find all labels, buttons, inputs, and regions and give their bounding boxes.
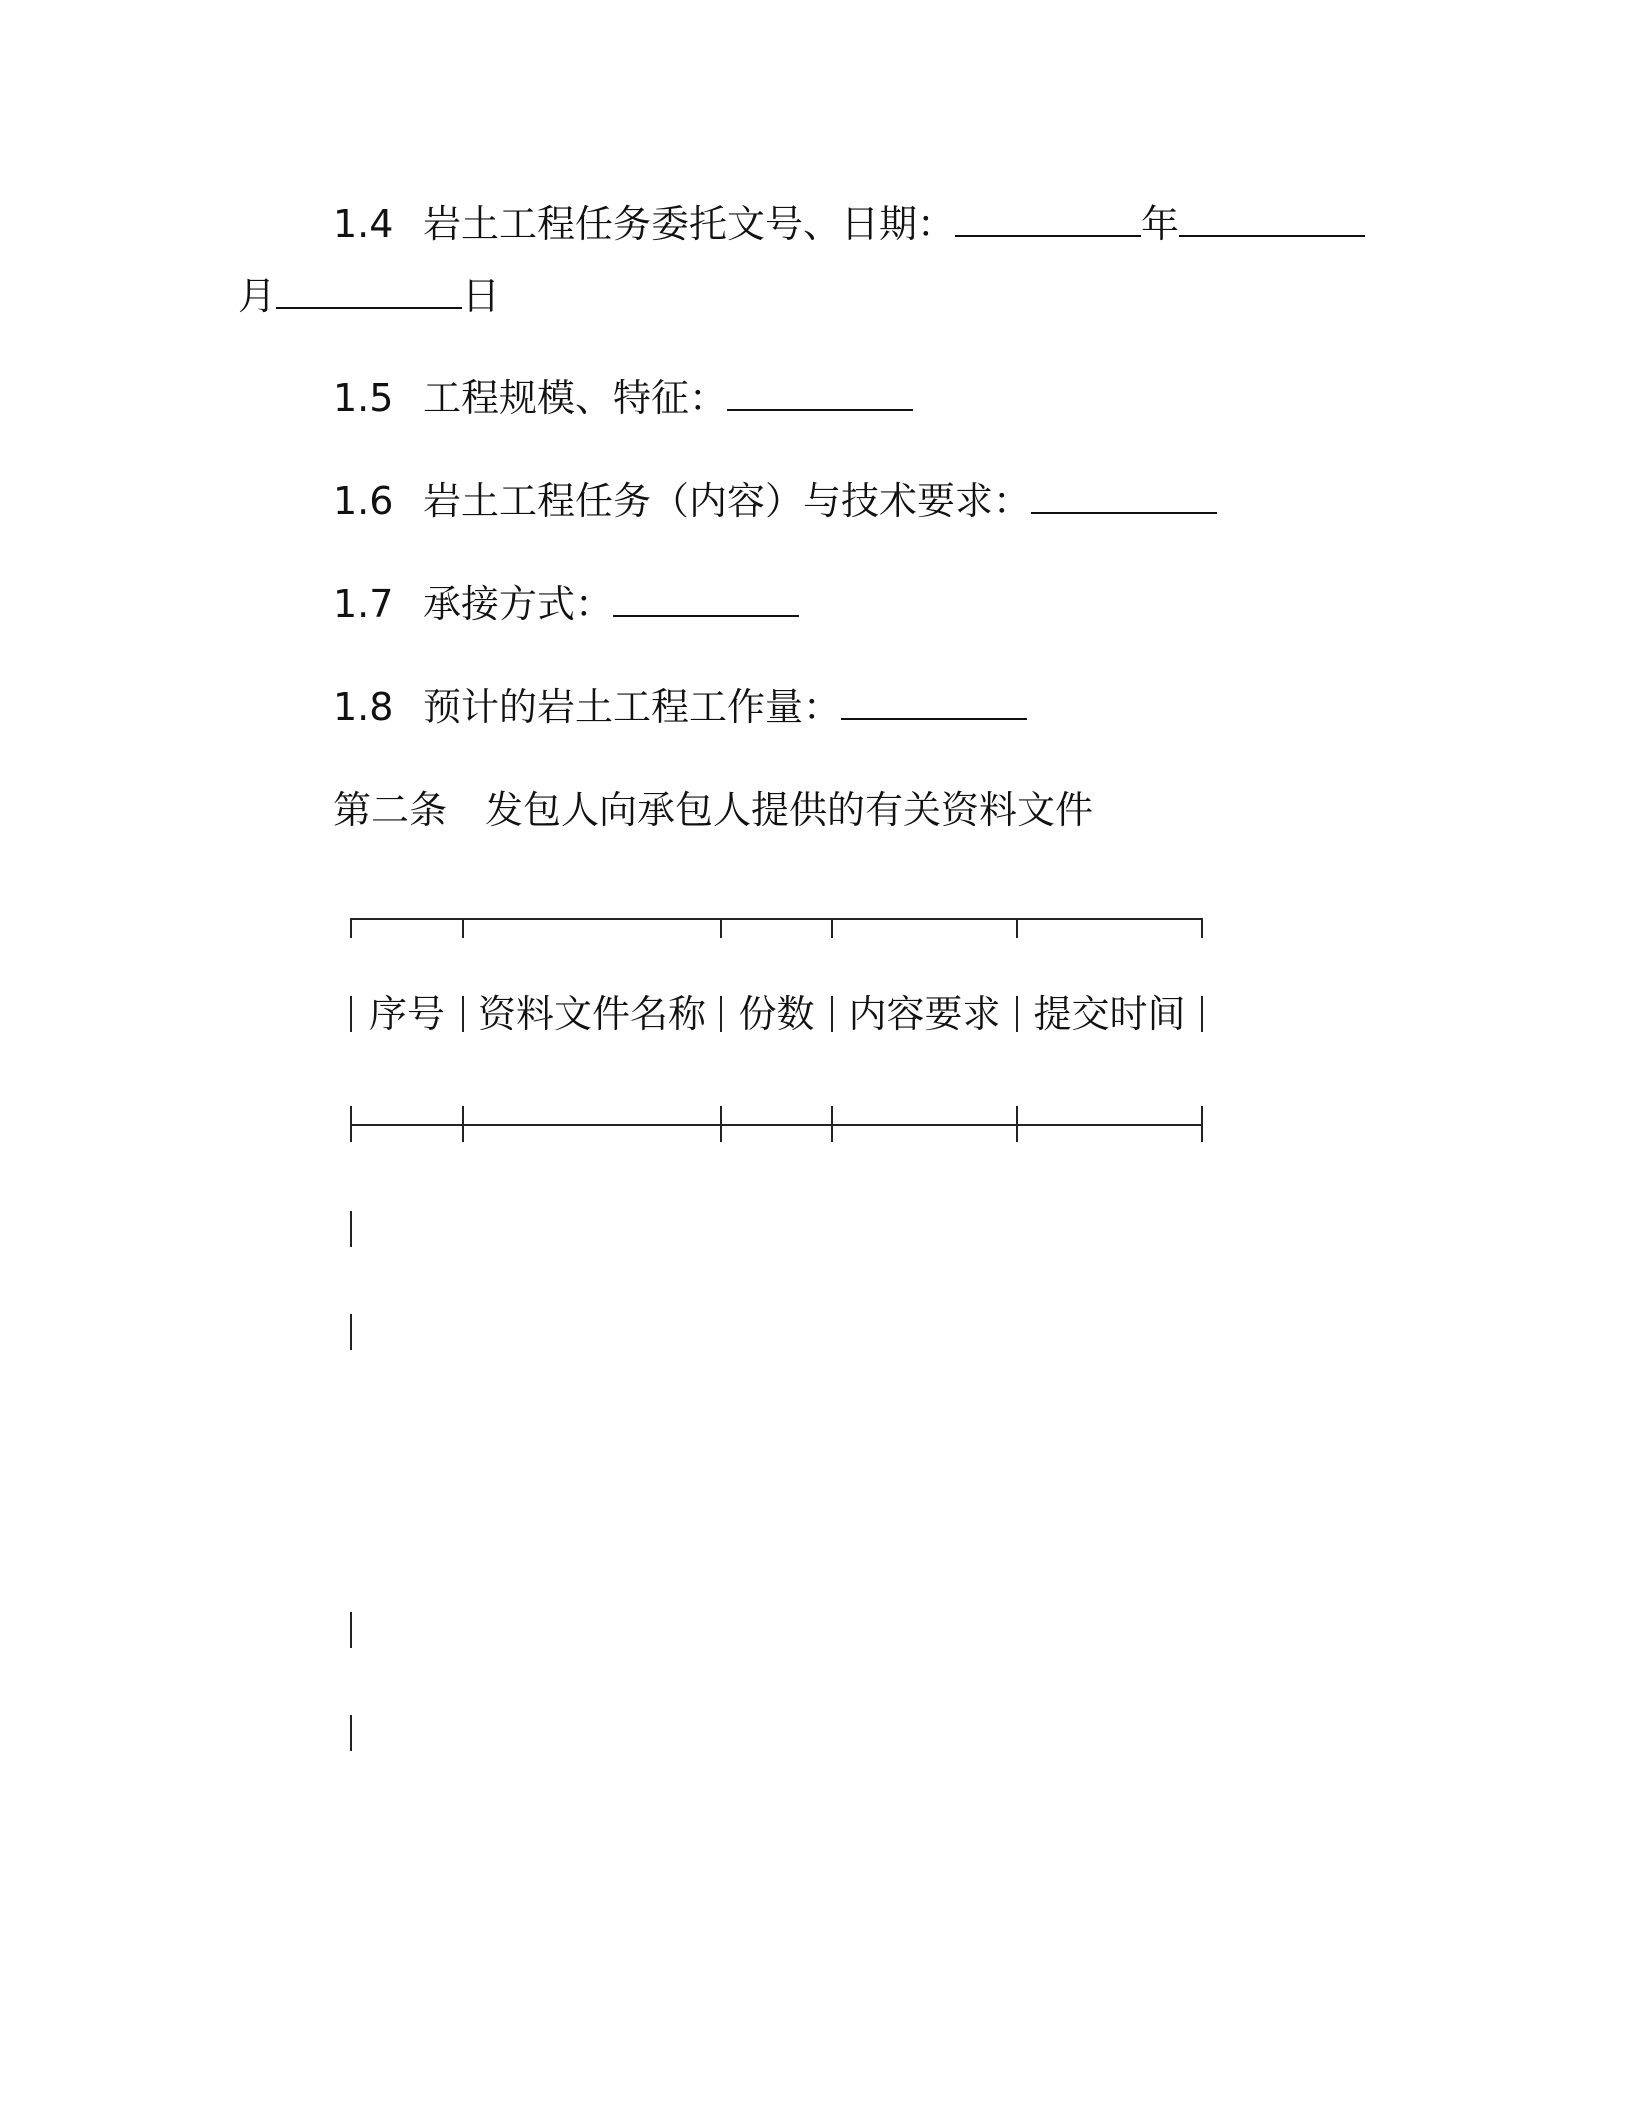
blank-field[interactable] xyxy=(276,277,462,309)
article-title: 发包人向承包人提供的有关资料文件 xyxy=(485,788,1094,832)
blank-field[interactable] xyxy=(955,205,1141,237)
table-body-left-border xyxy=(350,1314,352,1350)
year-label: 年 xyxy=(1141,202,1180,246)
blank-field[interactable] xyxy=(613,585,799,617)
table-top-tick xyxy=(831,918,833,938)
item-number: 1.8 xyxy=(333,685,394,729)
table-top-tick xyxy=(350,918,352,938)
table-header-divider xyxy=(1201,996,1203,1032)
table-body-left-border xyxy=(350,1211,352,1247)
table-cross-tick xyxy=(831,1106,833,1142)
table-top-border xyxy=(350,918,1202,920)
item-label: 承接方式： xyxy=(423,582,614,626)
table-cross-tick xyxy=(720,1106,722,1142)
table-cross-tick xyxy=(1016,1106,1018,1142)
item-number: 1.4 xyxy=(333,202,394,246)
table-cross-tick xyxy=(350,1106,352,1142)
table-header-cell: 资料文件名称 xyxy=(477,992,706,1036)
table-body-left-border xyxy=(350,1612,352,1648)
item-number: 1.6 xyxy=(333,479,394,523)
blank-field[interactable] xyxy=(1031,482,1217,514)
article-number: 第二条 xyxy=(333,788,448,832)
item-1-4 xyxy=(333,198,1365,250)
item-1-6 xyxy=(333,475,1217,527)
item-label: 工程规模、特征： xyxy=(423,376,728,420)
table-header-cell: 份数 xyxy=(738,992,815,1036)
table-top-tick xyxy=(462,918,464,938)
table-cross-tick xyxy=(1201,1106,1203,1142)
table-header-bottom-border xyxy=(350,1124,1202,1126)
item-1-5 xyxy=(333,372,913,424)
table-top-tick xyxy=(1201,918,1203,938)
blank-field[interactable] xyxy=(841,688,1027,720)
blank-field[interactable] xyxy=(727,379,913,411)
item-label: 预计的岩土工程工作量： xyxy=(423,685,842,729)
table-top-tick xyxy=(720,918,722,938)
article-2-heading xyxy=(333,784,1093,836)
table-header-cell: 内容要求 xyxy=(848,992,1001,1036)
table-cross-tick xyxy=(462,1106,464,1142)
item-1-8 xyxy=(333,681,1027,733)
item-label: 岩土工程任务委托文号、日期： xyxy=(423,202,956,246)
item-label: 岩土工程任务（内容）与技术要求： xyxy=(423,479,1032,523)
blank-field[interactable] xyxy=(1179,205,1365,237)
table-header-cell: 序号 xyxy=(368,992,445,1036)
item-number: 1.5 xyxy=(333,376,394,420)
table-header-cell: 提交时间 xyxy=(1033,992,1186,1036)
month-label: 月 xyxy=(238,274,277,318)
day-label: 日 xyxy=(462,274,501,318)
table-body-left-border xyxy=(350,1715,352,1751)
item-1-4-continued xyxy=(238,270,500,322)
table-top-tick xyxy=(1016,918,1018,938)
item-number: 1.7 xyxy=(333,582,394,626)
item-1-7 xyxy=(333,578,799,630)
